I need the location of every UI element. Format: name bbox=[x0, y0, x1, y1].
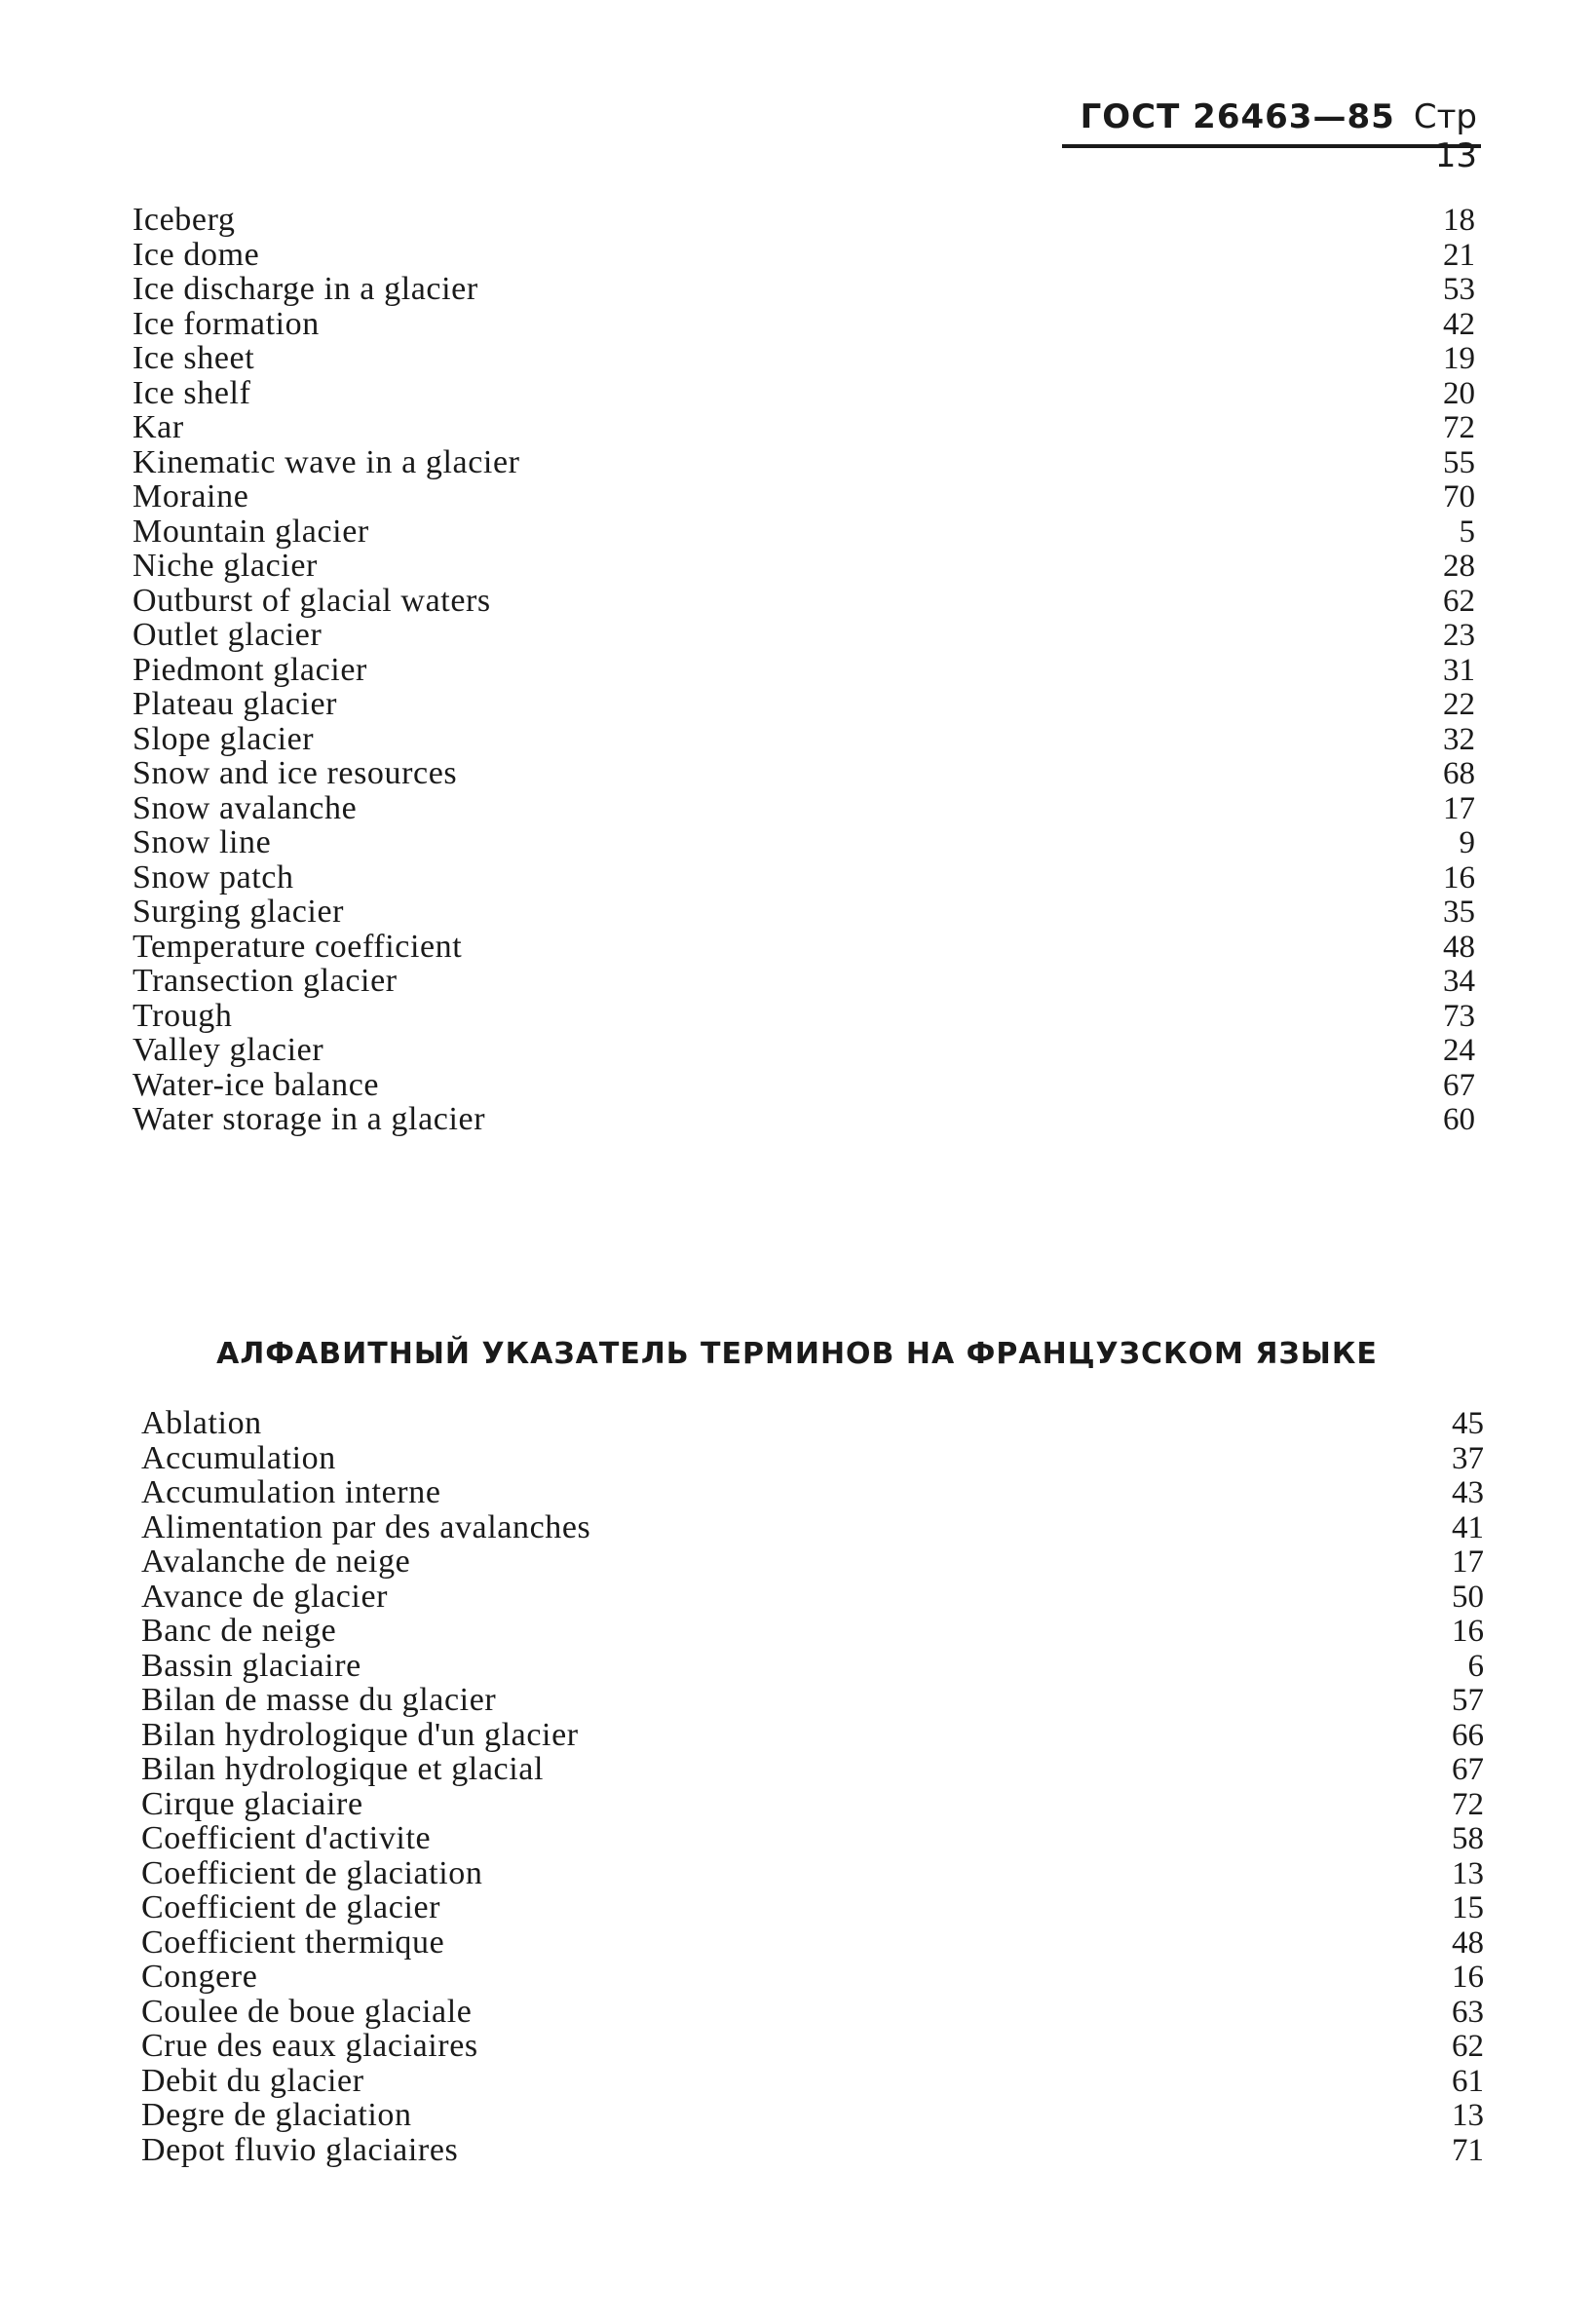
term-number: 66 bbox=[1452, 1717, 1484, 1753]
term-number: 5 bbox=[1459, 514, 1475, 550]
index-entry bbox=[133, 722, 1475, 757]
term-number: 31 bbox=[1443, 652, 1475, 688]
term-number: 16 bbox=[1452, 1614, 1484, 1649]
term-number: 34 bbox=[1443, 964, 1475, 999]
index-entry bbox=[141, 1787, 1484, 1822]
term-number: 67 bbox=[1443, 1067, 1475, 1103]
index-entry bbox=[133, 549, 1475, 584]
standard-code: ГОСТ 26463—85 bbox=[1080, 97, 1395, 136]
term-number: 28 bbox=[1443, 549, 1475, 584]
index-entry bbox=[133, 584, 1475, 619]
index-term: Ice formation bbox=[133, 305, 320, 342]
index-term: Ice dome bbox=[133, 236, 260, 273]
index-entry bbox=[133, 1068, 1475, 1103]
index-term: Surging glacier bbox=[133, 894, 345, 930]
term-number: 72 bbox=[1452, 1786, 1484, 1822]
index-term: Accumulation interne bbox=[141, 1474, 441, 1510]
term-number: 73 bbox=[1443, 998, 1475, 1034]
index-entry bbox=[133, 307, 1475, 342]
term-number: 17 bbox=[1452, 1544, 1484, 1580]
term-number: 13 bbox=[1452, 2098, 1484, 2133]
index-term: Ice shelf bbox=[133, 374, 251, 411]
term-number: 62 bbox=[1443, 583, 1475, 619]
term-number: 43 bbox=[1452, 1475, 1484, 1510]
index-term: Moraine bbox=[133, 478, 249, 514]
index-term: Snow and ice resources bbox=[133, 755, 458, 791]
index-entry bbox=[141, 1649, 1484, 1684]
index-entry bbox=[141, 1995, 1484, 2030]
index-entry bbox=[133, 825, 1475, 860]
index-entry bbox=[141, 1475, 1484, 1510]
term-number: 41 bbox=[1452, 1509, 1484, 1545]
term-number: 63 bbox=[1452, 1994, 1484, 2030]
index-entry bbox=[133, 514, 1475, 550]
term-number: 68 bbox=[1443, 756, 1475, 791]
index-term: Mountain glacier bbox=[133, 513, 369, 550]
index-term: Accumulation bbox=[141, 1439, 336, 1476]
index-entry bbox=[133, 272, 1475, 307]
index-term: Coefficient d'activite bbox=[141, 1820, 432, 1856]
term-number: 21 bbox=[1443, 237, 1475, 273]
index-term: Piedmont glacier bbox=[133, 651, 367, 688]
term-number: 17 bbox=[1443, 790, 1475, 826]
term-number: 70 bbox=[1443, 479, 1475, 514]
term-number: 18 bbox=[1443, 203, 1475, 238]
index-term: Avalanche de neige bbox=[141, 1543, 411, 1580]
index-term: Slope glacier bbox=[133, 720, 315, 757]
index-term: Coefficient de glaciation bbox=[141, 1854, 483, 1891]
term-number: 22 bbox=[1443, 687, 1475, 722]
index-term: Degre de glaciation bbox=[141, 2097, 412, 2133]
index-term: Kar bbox=[133, 409, 184, 445]
index-entry bbox=[133, 341, 1475, 376]
index-term: Banc de neige bbox=[141, 1613, 337, 1649]
index-term: Coefficient thermique bbox=[141, 1924, 445, 1961]
index-entry bbox=[141, 1821, 1484, 1856]
index-term: Snow line bbox=[133, 824, 272, 860]
index-term: Congere bbox=[141, 1959, 258, 1995]
index-term: Plateau glacier bbox=[133, 686, 338, 722]
index-term: Coefficient de glacier bbox=[141, 1889, 441, 1925]
index-entry bbox=[133, 479, 1475, 514]
index-term: Avance de glacier bbox=[141, 1578, 389, 1615]
index-entry bbox=[141, 1441, 1484, 1476]
index-entry bbox=[133, 445, 1475, 480]
term-number: 15 bbox=[1452, 1890, 1484, 1925]
term-number: 45 bbox=[1452, 1406, 1484, 1441]
index-term: Depot fluvio glaciaires bbox=[141, 2131, 459, 2168]
index-term: Coulee de boue glaciale bbox=[141, 1993, 473, 2030]
index-entry bbox=[133, 964, 1475, 999]
page-number: 13 bbox=[1434, 136, 1477, 175]
index-entry bbox=[133, 1102, 1475, 1137]
term-number: 16 bbox=[1443, 859, 1475, 895]
term-number: 48 bbox=[1443, 929, 1475, 965]
index-term: Kinematic wave in a glacier bbox=[133, 443, 520, 480]
index-term: Snow avalanche bbox=[133, 789, 358, 826]
index-entry bbox=[141, 1580, 1484, 1615]
term-number: 60 bbox=[1443, 1102, 1475, 1137]
index-term: Water storage in a glacier bbox=[133, 1101, 486, 1137]
index-term: Outlet glacier bbox=[133, 617, 323, 653]
term-number: 57 bbox=[1452, 1683, 1484, 1718]
french-term-index bbox=[141, 1406, 1484, 2167]
index-term: Cirque glaciaire bbox=[141, 1785, 363, 1822]
index-term: Temperature coefficient bbox=[133, 928, 463, 965]
index-entry bbox=[133, 618, 1475, 653]
term-number: 42 bbox=[1443, 306, 1475, 342]
index-entry bbox=[141, 1544, 1484, 1580]
index-term: Ablation bbox=[141, 1405, 262, 1441]
index-term: Transection glacier bbox=[133, 963, 398, 999]
index-term: Bilan hydrologique et glacial bbox=[141, 1751, 545, 1787]
term-number: 48 bbox=[1452, 1924, 1484, 1961]
index-term: Snow patch bbox=[133, 858, 294, 895]
index-term: Iceberg bbox=[133, 202, 236, 238]
index-entry bbox=[141, 1510, 1484, 1545]
term-number: 53 bbox=[1443, 272, 1475, 307]
term-number: 61 bbox=[1452, 2063, 1484, 2099]
index-term: Niche glacier bbox=[133, 548, 318, 584]
index-entry bbox=[133, 653, 1475, 688]
term-number: 71 bbox=[1452, 2132, 1484, 2168]
index-term: Bilan hydrologique d'un glacier bbox=[141, 1716, 579, 1753]
index-term: Bassin glaciaire bbox=[141, 1647, 361, 1684]
french-index-heading: АЛФАВИТНЫЙ УКАЗАТЕЛЬ ТЕРМИНОВ НА ФРАНЦУЗСКОМ ЯЗЫКЕ bbox=[216, 1337, 1378, 1371]
index-entry bbox=[141, 1856, 1484, 1891]
index-term: Water-ice balance bbox=[133, 1066, 380, 1103]
index-entry bbox=[133, 410, 1475, 445]
index-entry bbox=[133, 687, 1475, 722]
term-number: 72 bbox=[1443, 410, 1475, 445]
index-entry bbox=[133, 1033, 1475, 1068]
index-entry bbox=[133, 999, 1475, 1034]
index-entry bbox=[133, 860, 1475, 895]
term-number: 32 bbox=[1443, 721, 1475, 757]
index-entry bbox=[141, 1406, 1484, 1441]
term-number: 55 bbox=[1443, 444, 1475, 480]
index-term: Valley glacier bbox=[133, 1032, 324, 1068]
english-term-index bbox=[133, 203, 1475, 1137]
index-entry bbox=[133, 895, 1475, 930]
term-number: 58 bbox=[1452, 1821, 1484, 1856]
term-number: 20 bbox=[1443, 375, 1475, 411]
index-term: Alimentation par des avalanches bbox=[141, 1508, 591, 1545]
index-entry bbox=[133, 930, 1475, 965]
index-entry bbox=[133, 238, 1475, 273]
term-number: 9 bbox=[1459, 825, 1475, 860]
index-entry bbox=[141, 2133, 1484, 2168]
index-entry bbox=[141, 1614, 1484, 1649]
index-entry bbox=[133, 756, 1475, 791]
term-number: 6 bbox=[1467, 1648, 1484, 1684]
term-number: 23 bbox=[1443, 618, 1475, 653]
index-term: Trough bbox=[133, 997, 233, 1034]
index-entry bbox=[133, 376, 1475, 411]
index-entry bbox=[141, 2064, 1484, 2099]
index-term: Ice dischargе in a glacier bbox=[133, 271, 478, 307]
index-entry bbox=[141, 1683, 1484, 1718]
term-number: 16 bbox=[1452, 1960, 1484, 1995]
index-term: Crue des eaux glaciaires bbox=[141, 2028, 478, 2064]
term-number: 62 bbox=[1452, 2029, 1484, 2064]
page-header bbox=[1062, 97, 1481, 175]
term-number: 19 bbox=[1443, 341, 1475, 376]
term-number: 37 bbox=[1452, 1440, 1484, 1476]
index-term: Ice sheet bbox=[133, 340, 255, 376]
index-entry bbox=[141, 1718, 1484, 1753]
term-number: 13 bbox=[1452, 1855, 1484, 1891]
page-label: Стр bbox=[1413, 97, 1477, 136]
index-entry bbox=[141, 1752, 1484, 1787]
index-term: Bilan de masse du glacier bbox=[141, 1682, 497, 1718]
index-entry bbox=[141, 2029, 1484, 2064]
index-entry bbox=[141, 1890, 1484, 1925]
term-number: 24 bbox=[1443, 1033, 1475, 1068]
index-entry bbox=[133, 203, 1475, 238]
term-number: 35 bbox=[1443, 895, 1475, 930]
index-entry bbox=[141, 1925, 1484, 1961]
index-entry bbox=[141, 2098, 1484, 2133]
index-term: Outburst of glacial waters bbox=[133, 582, 491, 619]
term-number: 50 bbox=[1452, 1579, 1484, 1615]
index-term: Debit du glacier bbox=[141, 2062, 364, 2099]
term-number: 67 bbox=[1452, 1752, 1484, 1787]
index-entry bbox=[133, 791, 1475, 826]
index-entry bbox=[141, 1960, 1484, 1995]
